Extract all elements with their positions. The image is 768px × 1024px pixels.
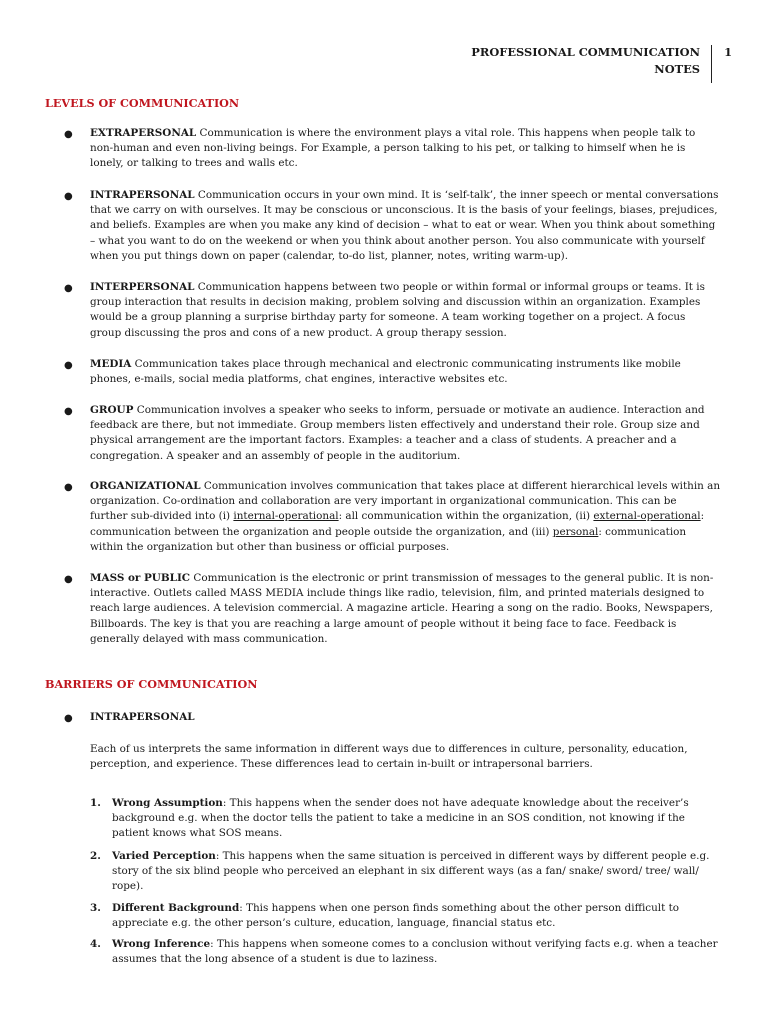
text-line: and beliefs. Examples are when you make any kind of decision – what to eat or wear. When you think about something [90,219,716,232]
term: GROUP [90,404,134,416]
text-line: Communication occurs in your own mind. It is ‘self-talk’, the inner speech or mental conversations [194,189,719,201]
page-number: 1 [724,45,732,59]
text-line: : This happens when the same situation is perceived in different ways by different people e.g. [215,850,710,862]
barrier-item-varied-perception [112,849,732,895]
levels-heading: LEVELS OF COMMUNICATION [45,96,240,110]
bullet-icon: ● [64,191,73,202]
text-line: reach large audiences. A television commercial. A magazine article. Hearing a song on the radio. Books, Newspapers, [90,602,713,615]
text-line: within the organization but other than business or official purposes. [90,540,450,553]
text-line: : This happens when the sender does not have adequate knowledge about the receiver’s [222,797,689,809]
text-line: interactive. Outlets called MASS MEDIA include things like radio, television, film, and printed materials designed to [90,587,705,600]
text-span: : all communication within the organization, (ii) [338,510,594,523]
text-span: further sub-divided into (i) [90,510,234,523]
bullet-icon: ● [64,129,73,140]
bullet-icon: ● [64,482,73,493]
barrier-item-different-background [112,901,732,931]
text-line: generally delayed with mass communication. [90,632,328,645]
text-line: rope). [112,880,144,893]
text-line: Communication involves communication that takes place at different hierarchical levels within an [200,480,721,492]
term: Varied Perception [112,850,216,862]
text-line: : This happens when someone comes to a conclusion without verifying facts e.g. when a teacher [210,938,718,950]
text-line: would be a group planning a surprise birthday party for someone. A team working together on a project. A focus [90,311,686,324]
text-line: : This happens when one person finds something about the other person difficult to [239,902,680,914]
text-line: assumes that the long absence of a student is due to laziness. [112,953,438,966]
text-line: group interaction that results in decision making, problem solving and discussion within an organization. Examples [90,296,701,309]
page-header [366,45,746,85]
text-line: lonely, or talking to trees and walls etc. [90,157,298,170]
text-line: group discussing the pros and cons of a new product. A group therapy session. [90,326,507,339]
text-line: Communication is the electronic or print transmission of messages to the general public. It is non- [190,572,714,584]
text-span: communication between the organization and people outside the organization, and (iii) [90,525,553,538]
barrier-subheading-text: INTRAPERSONAL [90,711,195,723]
barrier-intro [90,742,730,772]
text-line: Communication is where the environment plays a vital role. This happens when people talk to [196,127,696,139]
level-item-group [90,403,730,464]
text-span: : communication [598,525,687,538]
header-divider [711,45,712,83]
text-line: Billboards. The key is that you are reaching a large amount of people without it being face to face. Feedback is [90,617,677,630]
level-item-intrapersonal [90,188,730,264]
text-line: story of the six blind people who perceived an elephant in six different ways (as a fan/ snake/ sword/ tree/ wall/ [112,865,699,878]
bullet-icon: ● [64,406,73,417]
underlined-term-external: external-operational [593,510,701,523]
text-line: patient knows what SOS means. [112,827,283,840]
list-number: 3. [90,902,101,914]
level-item-organizational [90,479,730,555]
barriers-heading: BARRIERS OF COMMUNICATION [45,677,258,691]
text-line: when you put things down on paper (calendar, to-do list, planner, notes, writing warm-up). [90,249,569,262]
barrier-item-wrong-assumption [112,796,732,842]
term: Wrong Inference [112,938,211,950]
term: EXTRAPERSONAL [90,127,197,139]
text-line: phones, e-mails, social media platforms, chat engines, interactive websites etc. [90,373,508,386]
barrier-subheading [90,710,730,725]
text-line: non-human and even non-living beings. For Example, a person talking to his pet, or talking to himself when he is [90,142,686,155]
term: MEDIA [90,358,132,370]
level-item-extrapersonal [90,126,730,172]
level-item-interpersonal [90,280,730,341]
term: Different Background [112,902,240,914]
text-line: physical arrangement are the important factors. Examples: a teacher and a class of students. A preacher and a [90,434,677,447]
barrier-item-wrong-inference [112,937,732,967]
bullet-icon: ● [64,574,73,585]
term: INTERPERSONAL [90,281,195,293]
text-line: Communication involves a speaker who seeks to inform, persuade or motivate an audience. Interaction and [133,404,705,416]
term: MASS or PUBLIC [90,572,191,584]
bullet-icon: ● [64,713,73,724]
text-line: background e.g. when the doctor tells the patient to take a medicine in an SOS condition, not knowing if the [112,812,685,825]
text-line: Communication happens between two people or within formal or informal groups or teams. It is [194,281,705,293]
list-number: 4. [90,938,101,950]
term: ORGANIZATIONAL [90,480,201,492]
list-number: 1. [90,797,101,809]
text-line: organization. Co-ordination and collaboration are very important in organizational communication. This can be [90,495,677,508]
underlined-term-internal: internal-operational [233,510,339,523]
document-subtitle: NOTES [654,62,700,76]
bullet-icon: ● [64,283,73,294]
text-line: appreciate e.g. the other person’s culture, education, language, financial status etc. [112,917,556,930]
text-line: Communication takes place through mechanical and electronic communicating instruments like mobile [131,358,681,370]
term: INTRAPERSONAL [90,189,195,201]
term: Wrong Assumption [112,797,223,809]
list-number: 2. [90,850,101,862]
text-line: feedback are there, but not immediate. Group members listen effectively and understand their role. Group size and [90,419,700,432]
level-item-media [90,357,730,387]
document-title: PROFESSIONAL COMMUNICATION [471,45,700,59]
underlined-term-personal: personal [552,525,599,538]
text-line: congregation. A speaker and an assembly of people in the auditorium. [90,449,461,462]
text-line: perception, and experience. These differences lead to certain in-built or intrapersonal barriers. [90,758,593,771]
text-span: : [700,510,705,523]
text-line: – what you want to do on the weekend or when you think about another person. You also communicate with yourself [90,234,705,247]
text-line: Each of us interprets the same information in different ways due to differences in culture, personality, education, [90,743,688,755]
level-item-mass-public [90,571,730,647]
text-line: that we carry on with ourselves. It may be conscious or unconscious. It is the basis of your feelings, biases, prejudices, [90,204,718,217]
bullet-icon: ● [64,360,73,371]
